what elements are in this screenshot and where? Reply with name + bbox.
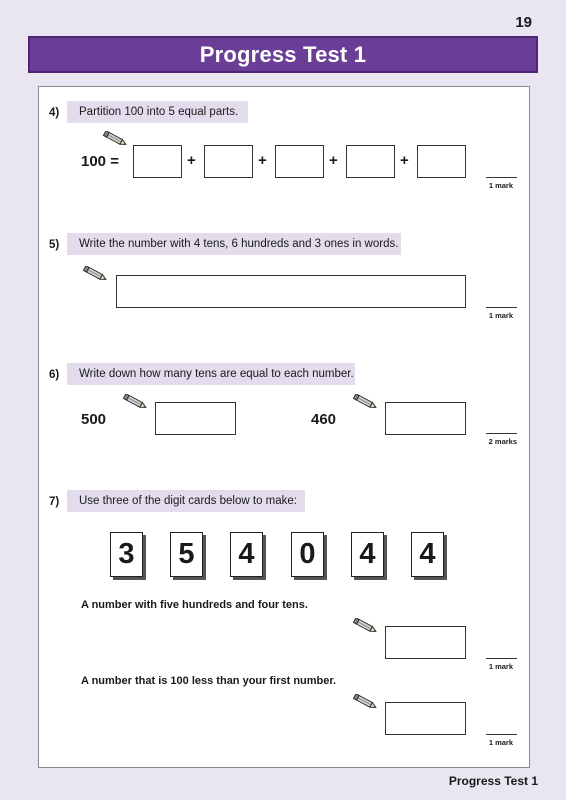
q4-lhs: 100 = [81,153,119,170]
pencil-icon [350,394,380,410]
q6-answer-b[interactable] [385,402,466,435]
q7-part-a-text: A number with five hundreds and four tens. [81,599,308,611]
pencil-icon [100,131,130,147]
plus-sign: + [258,152,267,169]
q5-mark-line [486,307,517,308]
q4-number: 4) [49,107,60,119]
q5-number: 5) [49,239,60,251]
q6-mark-label: 2 marks [488,437,517,446]
q7-answer-b[interactable] [385,702,466,735]
q7b-mark-line [486,734,517,735]
q4-mark-label: 1 mark [488,181,513,190]
plus-sign: + [187,152,196,169]
title-banner [28,36,538,73]
q4-answer-5[interactable] [417,145,466,178]
q6-number: 6) [49,369,60,381]
pencil-icon [350,694,380,710]
q4-answer-1[interactable] [133,145,182,178]
q7-part-b-text: A number that is 100 less than your first number. [81,675,337,687]
plus-sign: + [400,152,409,169]
q4-prompt: Partition 100 into 5 equal parts. [67,101,248,123]
q7a-mark-label: 1 mark [488,662,513,671]
page-title: Progress Test 1 [199,41,367,67]
pencil-icon [80,266,110,282]
q5-answer[interactable] [116,275,466,308]
q4-answer-4[interactable] [346,145,395,178]
q5-prompt: Write the number with 4 tens, 6 hundreds and 3 ones in words. [67,233,401,255]
footer-title: Progress Test 1 [448,774,538,788]
q6-answer-a[interactable] [155,402,236,435]
digit-card: 4 [351,532,384,577]
q7-answer-a[interactable] [385,626,466,659]
q6-mark-line [486,433,517,434]
q7-prompt: Use three of the digit cards below to make: [67,490,305,512]
q7b-mark-label: 1 mark [488,738,513,747]
digit-card: 3 [110,532,143,577]
digit-card: 0 [291,532,324,577]
q7a-mark-line [486,658,517,659]
q6-prompt: Write down how many tens are equal to each number. [67,363,355,385]
q4-answer-2[interactable] [204,145,253,178]
pencil-icon [350,618,380,634]
q4-mark-line [486,177,517,178]
q6-a-label: 500 [81,411,107,428]
q4-answer-3[interactable] [275,145,324,178]
q5-mark-label: 1 mark [488,311,513,320]
pencil-icon [120,394,150,410]
q6-b-label: 460 [311,411,337,428]
q7-number: 7) [49,496,60,508]
page-number: 19 [515,14,532,31]
plus-sign: + [329,152,338,169]
digit-card: 4 [411,532,444,577]
digit-card: 5 [170,532,203,577]
digit-card: 4 [230,532,263,577]
